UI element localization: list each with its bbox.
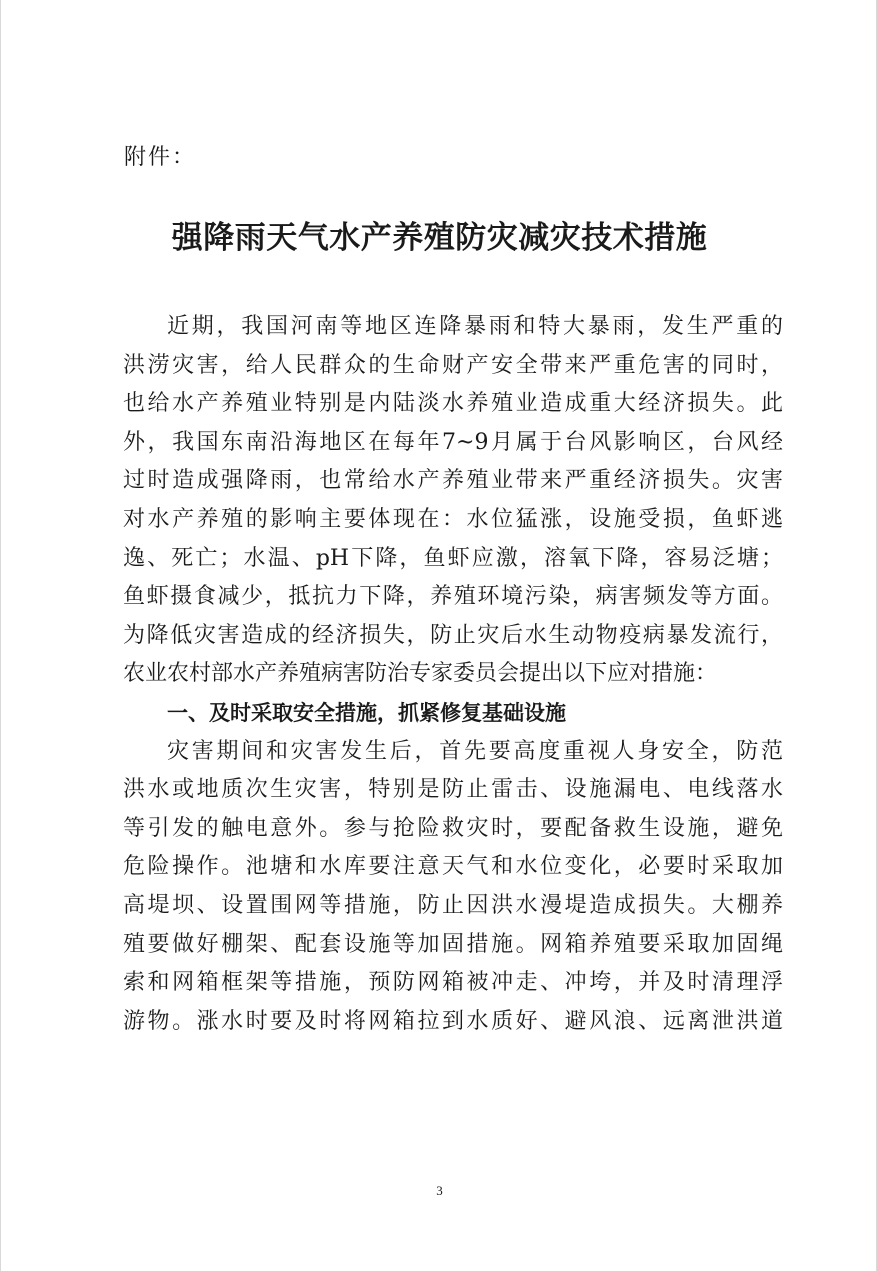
text-line: 过时造成强降雨，也常给水产养殖业带来严重经济损失。灾害 — [123, 468, 783, 494]
text-line: 殖要做好棚架、配套设施等加固措施。网箱养殖要采取加固绳 — [123, 931, 783, 957]
text-line: 农业农村部水产养殖病害防治专家委员会提出以下应对措施： — [123, 661, 718, 687]
text-line: 也给水产养殖业特别是内陆淡水养殖业造成重大经济损失。此 — [123, 391, 783, 417]
section-heading: 一、及时采取安全措施，抓紧修复基础设施 — [167, 700, 566, 725]
paragraph-intro — [123, 308, 783, 694]
text-line: 近期，我国河南等地区连降暴雨和特大暴雨，发生严重的 — [167, 314, 783, 339]
text-line: 高堤坝、设置围网等措施，防止因洪水漫堤造成损失。大棚养 — [123, 892, 783, 918]
page-number: 3 — [436, 1183, 443, 1198]
text-line: 等引发的触电意外。参与抢险救灾时，要配备救生设施，避免 — [123, 815, 783, 841]
text-line: 外，我国东南沿海地区在每年7~9月属于台风影响区，台风经 — [123, 429, 783, 455]
text-line: 鱼虾摄食减少，抵抗力下降，养殖环境污染，病害频发等方面。 — [123, 584, 783, 610]
document-title: 强降雨天气水产养殖防灾减灾技术措施 — [171, 220, 708, 256]
text-line: 灾害期间和灾害发生后，首先要高度重视人身安全，防范 — [167, 738, 783, 764]
document-body — [123, 308, 783, 1041]
text-line: 游物。涨水时要及时将网箱拉到水质好、避风浪、远离泄洪道 — [123, 1008, 783, 1034]
text-line: 洪水或地质次生灾害，特别是防止雷击、设施漏电、电线落水 — [123, 777, 783, 803]
text-line: 逸、死亡；水温、pH下降，鱼虾应激，溶氧下降，容易泛塘； — [123, 545, 783, 571]
text-line: 危险操作。池塘和水库要注意天气和水位变化，必要时采取加 — [123, 854, 783, 880]
text-line: 索和网箱框架等措施，预防网箱被冲走、冲垮，并及时清理浮 — [123, 970, 783, 996]
text-line: 为降低灾害造成的经济损失，防止灾后水生动物疫病暴发流行， — [123, 622, 783, 648]
text-line: 对水产养殖的影响主要体现在：水位猛涨，设施受损，鱼虾逃 — [123, 506, 783, 532]
paragraph-section-1 — [123, 733, 783, 1042]
text-line: 洪涝灾害，给人民群众的生命财产安全带来严重危害的同时， — [123, 352, 783, 378]
attachment-label: 附件： — [124, 145, 197, 170]
